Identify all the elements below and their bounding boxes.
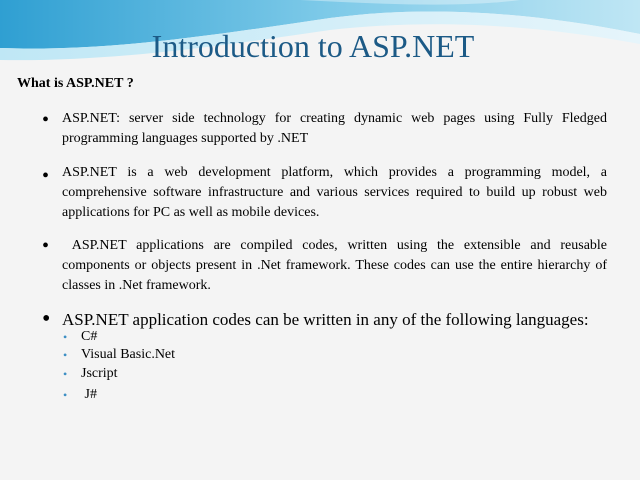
bullet-item: ASP.NET is a web development platform, which provides a programming model, a comprehensive software infrastructure and various services required to build up robust web applications for PC as well as mobile devices. (62, 165, 607, 220)
language-item: J# (81, 387, 97, 402)
language-item: C# (81, 329, 98, 344)
sub-bullet-marker: • (63, 388, 68, 402)
bullet-marker: • (42, 235, 50, 257)
bullet-item: ASP.NET application codes can be written in any of the following languages: (62, 310, 589, 329)
bullet-item: ASP.NET applications are compiled codes, written using the extensible and reusable components or objects present in .Net framework. These codes can use the entire hierarchy of classes in .Net framework. (62, 238, 611, 293)
language-item: Jscript (81, 366, 118, 381)
bullet-marker: • (42, 306, 51, 332)
bullet-item: ASP.NET: server side technology for creating dynamic web pages using Fully Fledged programming languages supported by .NET (62, 111, 607, 146)
sub-bullet-marker: • (63, 348, 68, 362)
sub-bullet-marker: • (63, 330, 68, 344)
subheading: What is ASP.NET ? (17, 76, 134, 91)
bullet-marker: • (42, 165, 50, 187)
language-item: Visual Basic.Net (81, 347, 176, 362)
sub-bullet-marker: • (63, 367, 68, 381)
page-title: Introduction to ASP.NET (151, 28, 475, 64)
bullet-marker: • (42, 109, 50, 131)
